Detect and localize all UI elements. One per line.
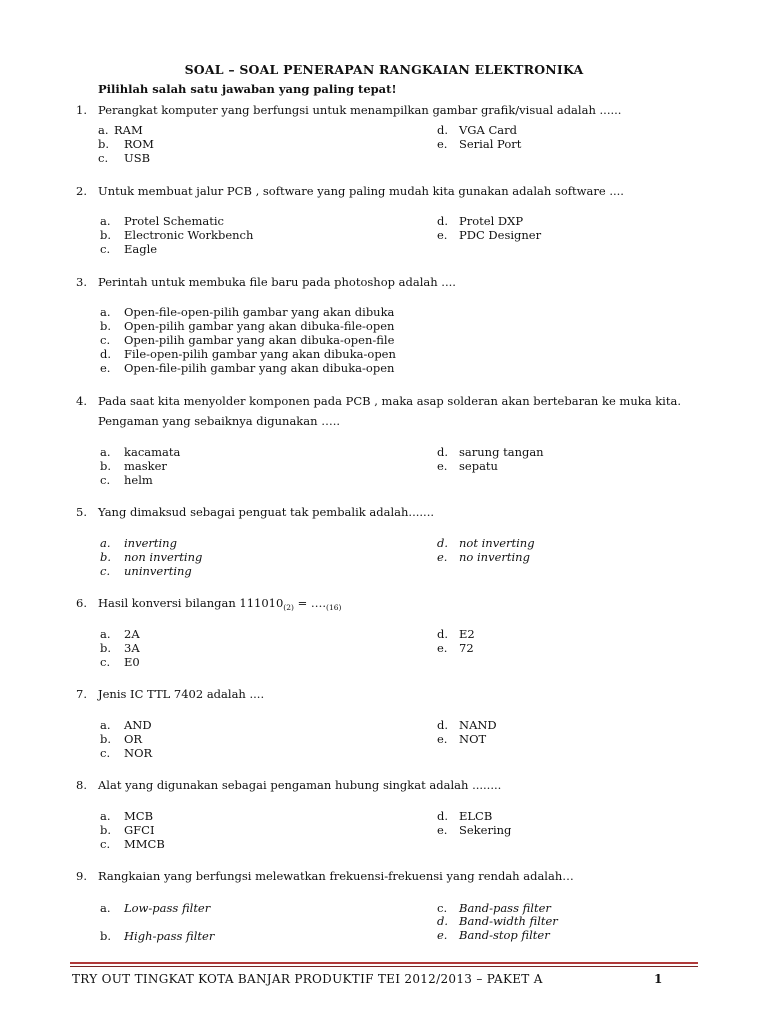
option-text: E0 [124,655,140,669]
option-letter: d. [437,809,449,823]
option-text: RAM [114,123,143,137]
option-letter: b. [100,550,112,564]
question-number: 1. [76,103,87,117]
option-letter: c. [100,473,111,487]
question-number: 8. [76,778,87,792]
option-a[interactable] [100,627,140,641]
question-number: 2. [76,184,87,198]
option-e[interactable] [437,137,521,151]
question-text: Rangkaian yang berfungsi melewatkan frekuensi-frekuensi yang rendah adalah… [98,869,574,883]
base-2-subscript: (2) [283,603,294,612]
instruction: Pilihlah salah satu jawaban yang paling tepat! [98,82,397,96]
question-text: Pada saat kita menyolder komponen pada PCB , maka asap solderan akan bertebaran ke muka kita. [98,394,681,408]
option-letter: b. [100,228,112,242]
option-letter: e. [100,361,111,375]
option-c[interactable] [100,837,165,851]
question-number: 9. [76,869,87,883]
option-text: High-pass filter [124,929,215,943]
option-letter: e. [437,459,448,473]
option-e[interactable] [437,550,530,564]
option-letter: b. [98,137,110,151]
option-text: Serial Port [459,137,522,151]
option-letter: a. [100,445,111,459]
base-16-subscript: (16) [326,603,342,612]
option-b[interactable] [100,823,155,837]
option-c[interactable] [100,564,192,578]
option-letter: c. [100,655,111,669]
option-letter: a. [100,627,111,641]
option-letter: b. [100,732,112,746]
option-text: OR [124,732,143,746]
option-a[interactable] [100,214,224,228]
option-a[interactable] [100,809,153,823]
page-number: 1 [654,972,663,986]
option-a[interactable] [100,445,180,459]
option-text: Band-width filter [459,914,558,928]
option-text: Protel DXP [459,214,524,228]
option-letter: c. [100,333,111,347]
option-text: PDC Designer [459,228,542,242]
footer-rule [70,962,698,964]
option-text: USB [124,151,151,165]
option-text: Low-pass filter [124,901,211,915]
footer-rule-thin [70,966,698,967]
question-text [98,596,341,612]
option-letter: b. [100,929,112,943]
option-letter: e. [437,641,448,655]
option-letter: d. [437,627,449,641]
option-text: 3A [124,641,140,655]
option-letter: e. [437,550,448,564]
option-text: ROM [124,137,154,151]
option-text: kacamata [124,445,181,459]
option-letter: b. [100,459,112,473]
option-text: Band-stop filter [459,928,550,942]
option-letter: e. [437,732,448,746]
option-text: MMCB [124,837,165,851]
option-b[interactable] [100,641,140,655]
option-letter: a. [98,123,109,137]
option-b[interactable] [100,228,253,242]
option-letter: d. [437,123,449,137]
option-letter: c. [100,242,111,256]
option-text: Open-pilih gambar yang akan dibuka-open-file [124,333,395,347]
option-letter: e. [437,137,448,151]
footer-text: TRY OUT TINGKAT KOTA BANJAR PRODUKTIF TEI 2012/2013 – PAKET A [72,972,543,986]
option-text: GFCI [124,823,155,837]
option-a[interactable] [100,536,177,550]
option-letter: a. [100,718,111,732]
option-b[interactable] [100,550,202,564]
question-number: 6. [76,596,87,610]
option-text: Protel Schematic [124,214,224,228]
page-title: SOAL – SOAL PENERAPAN RANGKAIAN ELEKTRONIKA [184,62,584,77]
option-text: NAND [459,718,497,732]
option-c[interactable] [98,151,150,165]
question-text-continued: Pengaman yang sebaiknya digunakan ….. [98,414,341,428]
option-text: NOR [124,746,153,760]
option-letter: c. [100,564,111,578]
option-text: not inverting [459,536,535,550]
option-text: helm [124,473,153,487]
option-text: AND [124,718,152,732]
option-d[interactable] [437,214,523,228]
option-text: Electronic Workbench [124,228,254,242]
option-text: Band-pass filter [459,901,551,915]
option-text: Open-file-pilih gambar yang akan dibuka-open [124,361,395,375]
option-text: 72 [459,641,474,655]
option-c[interactable] [100,333,394,347]
question-number: 5. [76,505,87,519]
option-letter: d. [437,445,449,459]
option-e[interactable] [437,228,541,242]
question-text: Perangkat komputer yang berfungsi untuk menampilkan gambar grafik/visual adalah ...... [98,103,622,117]
option-text: File-open-pilih gambar yang akan dibuka-open [124,347,396,361]
option-letter: d. [100,347,112,361]
option-d[interactable] [437,627,475,641]
option-letter: e. [437,823,448,837]
question-number: 7. [76,687,87,701]
option-text: NOT [459,732,487,746]
option-letter: c. [98,151,109,165]
option-b[interactable] [100,732,142,746]
option-c[interactable] [100,242,157,256]
option-text: Eagle [124,242,158,256]
option-text: uninverting [124,564,192,578]
option-b[interactable] [100,929,214,943]
option-a[interactable] [98,123,143,137]
question-text: Jenis IC TTL 7402 adalah .... [98,687,265,701]
option-letter: b. [100,641,112,655]
option-text: MCB [124,809,154,823]
option-d[interactable] [437,123,517,137]
question-text-equals: = …. [293,596,327,610]
option-letter: c. [100,746,111,760]
option-text: sarung tangan [459,445,544,459]
option-text: Open-file-open-pilih gambar yang akan dibuka [124,305,395,319]
option-c[interactable] [100,655,140,669]
question-number: 3. [76,275,87,289]
option-d[interactable] [437,445,544,459]
question-number: 4. [76,394,87,408]
option-letter: d. [437,718,449,732]
option-c[interactable] [100,473,153,487]
option-b[interactable] [100,319,394,333]
option-b[interactable] [100,459,167,473]
option-text: sepatu [459,459,498,473]
option-letter: a. [100,536,111,550]
option-text: VGA Card [459,123,517,137]
question-text: Untuk membuat jalur PCB , software yang paling mudah kita gunakan adalah software .... [98,184,624,198]
option-text: inverting [124,536,177,550]
option-letter: a. [100,809,111,823]
option-text: ELCB [459,809,493,823]
option-a[interactable] [100,718,152,732]
question-text: Yang dimaksud sebagai penguat tak pembalik adalah....... [98,505,434,519]
option-text: E2 [459,627,475,641]
option-c[interactable] [100,746,152,760]
option-text: 2A [124,627,140,641]
option-e[interactable] [437,732,486,746]
option-text: Sekering [459,823,512,837]
option-letter: d. [437,214,449,228]
option-text: masker [124,459,167,473]
option-text: no inverting [459,550,530,564]
option-letter: d. [437,536,449,550]
option-e[interactable] [437,928,550,942]
option-letter: a. [100,305,111,319]
option-text: Open-pilih gambar yang akan dibuka-file-open [124,319,395,333]
option-a[interactable] [100,901,210,915]
option-letter: b. [100,319,112,333]
question-text: Alat yang digunakan sebagai pengaman hubung singkat adalah ........ [98,778,502,792]
option-d[interactable] [437,536,535,550]
option-letter: a. [100,901,111,915]
option-letter: b. [100,823,112,837]
option-letter: d. [437,914,449,928]
option-c[interactable] [437,901,551,915]
option-d[interactable] [100,347,396,361]
question-text-main: Hasil konversi bilangan 111010 [98,596,284,610]
option-e[interactable] [100,361,394,375]
option-d[interactable] [437,809,492,823]
option-e[interactable] [437,823,511,837]
option-d[interactable] [437,718,497,732]
option-b[interactable] [98,137,154,151]
option-letter: c. [437,901,448,915]
option-letter: a. [100,214,111,228]
option-letter: c. [100,837,111,851]
option-letter: e. [437,928,448,942]
option-text: non inverting [124,550,203,564]
option-letter: e. [437,228,448,242]
question-text: Perintah untuk membuka file baru pada photoshop adalah .... [98,275,456,289]
option-a[interactable] [100,305,394,319]
option-d[interactable] [437,914,558,928]
option-e[interactable] [437,641,474,655]
option-e[interactable] [437,459,498,473]
